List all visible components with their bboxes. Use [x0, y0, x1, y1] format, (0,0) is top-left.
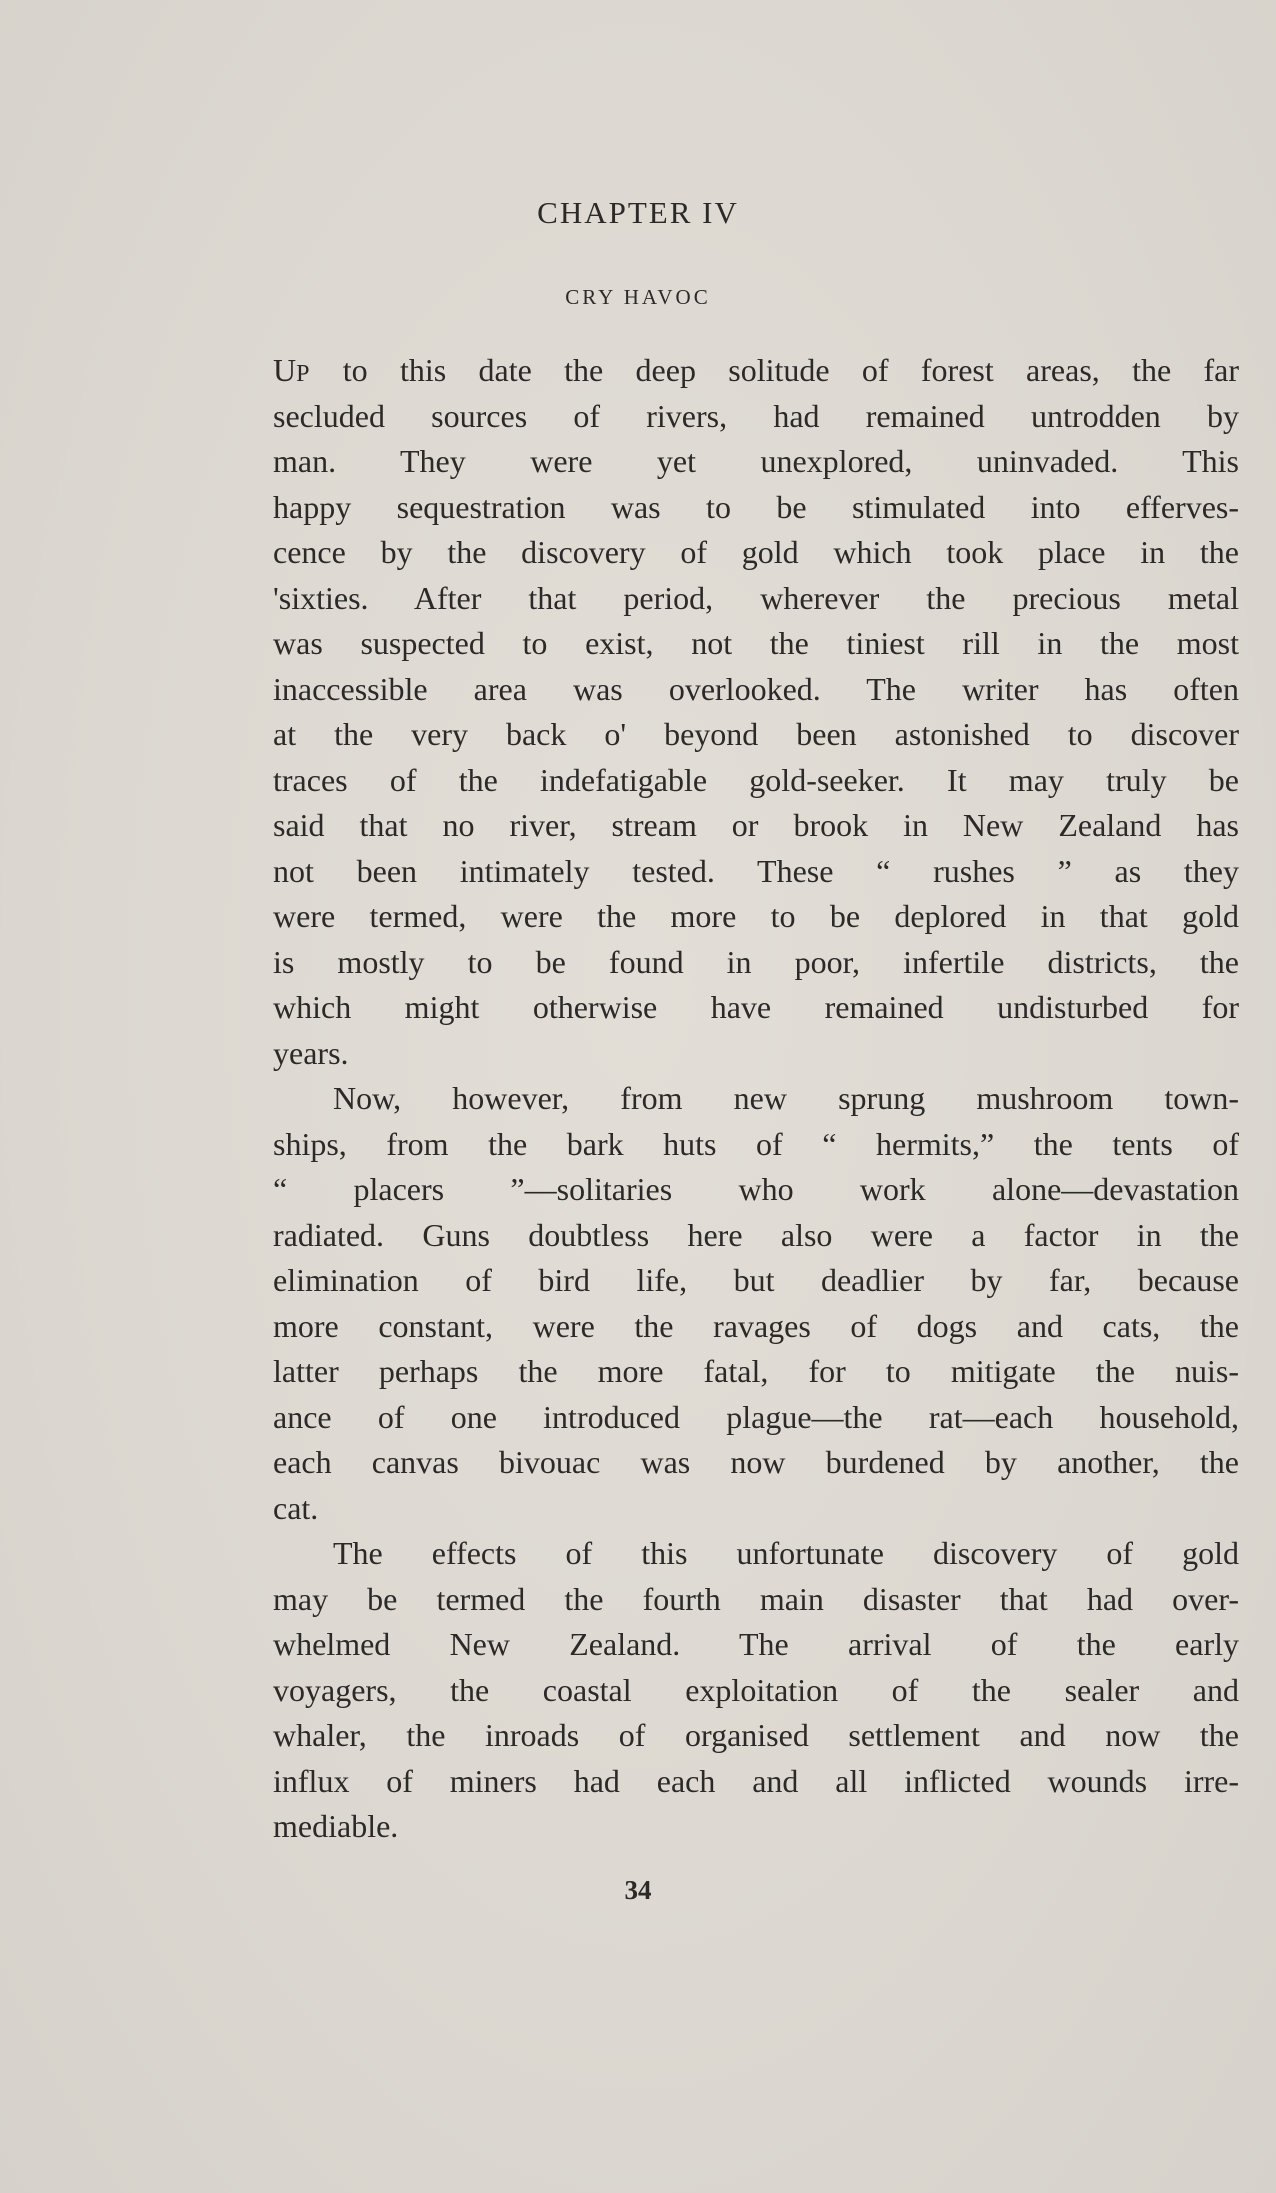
text-line: secluded sources of rivers, had remained untrodden by — [273, 397, 1239, 434]
text-line: was suspected to exist, not the tiniest rill in the most — [273, 625, 1239, 661]
text-line: voyagers, the coastal exploitation of the sealer and — [273, 1671, 1239, 1708]
text-line: each canvas bivouac was now burdened by another, the — [273, 1444, 1239, 1480]
section-title: CRY HAVOC — [565, 285, 711, 309]
text-line — [273, 348, 1239, 394]
text-line: “ placers ”—solitaries who work alone—devastation — [273, 1171, 1239, 1207]
text-line: mediable. — [273, 1808, 399, 1844]
body-text — [273, 348, 1239, 1850]
text-line: more constant, were the ravages of dogs and cats, the — [273, 1307, 1239, 1344]
text-line: inaccessible area was overlooked. The writer has often — [273, 670, 1239, 707]
text-line: man. They were yet unexplored, uninvaded. This — [273, 443, 1239, 479]
text-line: whaler, the inroads of organised settlement and now the — [273, 1717, 1239, 1753]
drop-cap-letter: U — [273, 352, 297, 388]
text-line: not been intimately tested. These “ rushes ” as they — [273, 852, 1239, 889]
text-line: latter perhaps the more fatal, for to mitigate the nuis- — [273, 1353, 1239, 1389]
drop-cap — [273, 352, 310, 388]
text-line: years. — [273, 1034, 349, 1071]
text-line: ships, from the bark huts of “ hermits,” the tents of — [273, 1125, 1239, 1162]
text-line: said that no river, stream or brook in New Zealand has — [273, 807, 1239, 843]
text-line: at the very back o' beyond been astonished to discover — [273, 716, 1239, 752]
text-line: ance of one introduced plague—the rat—each household, — [273, 1398, 1239, 1435]
text-line: Now, however, from new sprung mushroom town- — [333, 1080, 1239, 1116]
text-line: happy sequestration was to be stimulated into efferves- — [273, 488, 1239, 525]
text-line: cat. — [273, 1489, 319, 1526]
text-line: traces of the indefatigable gold-seeker. It may truly be — [273, 761, 1239, 798]
text-line: may be termed the fourth main disaster that had over- — [273, 1580, 1239, 1617]
text-line: influx of miners had each and all inflicted wounds irre- — [273, 1762, 1239, 1799]
text-line: cence by the discovery of gold which took place in the — [273, 534, 1239, 570]
text-line: which might otherwise have remained undisturbed for — [273, 989, 1239, 1025]
page-number: 34 — [624, 1875, 652, 1905]
text-line: elimination of bird life, but deadlier by far, because — [273, 1262, 1239, 1298]
text-line: whelmed New Zealand. The arrival of the early — [273, 1626, 1239, 1662]
text-line: radiated. Guns doubtless here also were a factor in the — [273, 1216, 1239, 1253]
drop-cap-smallcap: P — [296, 361, 311, 387]
text-line: is mostly to be found in poor, infertile districts, the — [273, 943, 1239, 980]
text-line-content: to this date the deep solitude of forest areas, the far — [310, 352, 1239, 388]
text-line: The effects of this unfortunate discovery of gold — [333, 1535, 1239, 1571]
text-line: were termed, were the more to be deplored in that gold — [273, 898, 1239, 934]
text-line: 'sixties. After that period, wherever the precious metal — [273, 579, 1239, 616]
chapter-heading: CHAPTER IV — [537, 195, 739, 230]
